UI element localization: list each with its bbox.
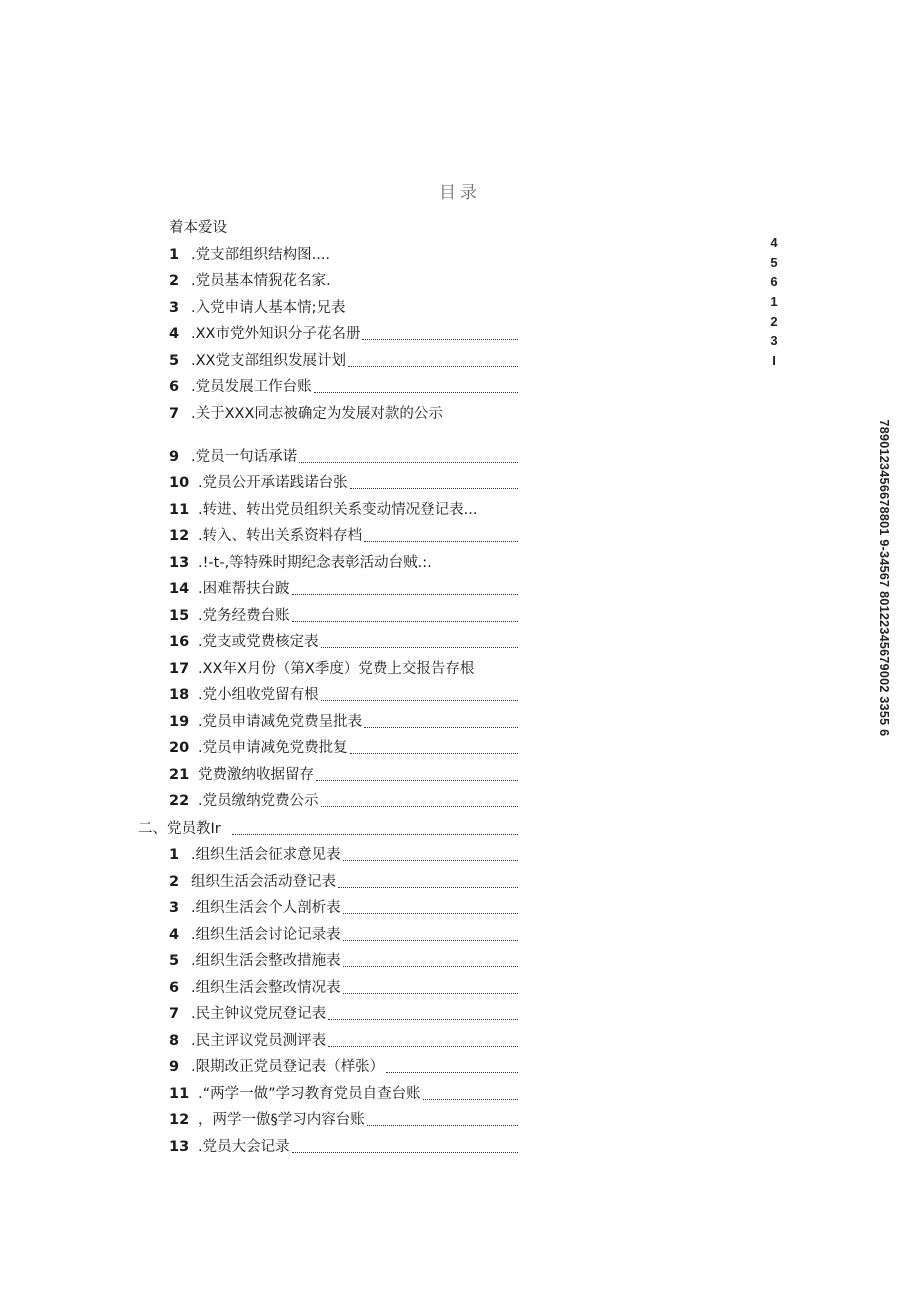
toc-entry-number: 1 xyxy=(169,847,180,863)
toc-entry-title: .民主评议党员测评表 xyxy=(191,1033,327,1049)
toc-entry[interactable] xyxy=(169,633,319,651)
toc-entry[interactable] xyxy=(169,979,341,997)
right-page-number: 5 xyxy=(770,254,778,270)
toc-entry-title: .转入、转出关系资料存档 xyxy=(198,528,363,544)
toc-entry-number: 12 xyxy=(169,1112,190,1128)
toc-entry-title: .党员大会记录 xyxy=(198,1139,290,1155)
toc-entry-title: .组织生活会整改情况表 xyxy=(191,980,341,996)
toc-entry[interactable] xyxy=(169,899,341,917)
toc-entry-number: 13 xyxy=(169,555,190,571)
toc-entry-leader xyxy=(321,805,518,807)
toc-entry-leader xyxy=(338,886,518,888)
toc-entry-leader xyxy=(367,1124,518,1126)
right-page-number: 6 xyxy=(770,274,778,290)
toc-entry-leader xyxy=(316,779,518,781)
right-page-number: I xyxy=(772,353,776,369)
toc-entry-leader xyxy=(299,461,518,463)
toc-entry-leader xyxy=(350,752,518,754)
toc-entry[interactable] xyxy=(169,926,341,944)
toc-entry-number: 14 xyxy=(169,581,190,597)
toc-entry-title: .转进、转出党员组织关系变动情况登记表... xyxy=(198,502,478,518)
toc-entry-title: .XX党支部组织发展计划 xyxy=(191,353,346,369)
toc-entry[interactable] xyxy=(169,246,330,264)
section2-heading-leader xyxy=(232,833,518,835)
toc-entry[interactable] xyxy=(169,325,360,343)
toc-entry-leader xyxy=(343,912,518,914)
toc-entry-number: 13 xyxy=(169,1139,190,1155)
toc-entry-number: 19 xyxy=(169,714,190,730)
toc-entry[interactable] xyxy=(169,405,443,423)
right-page-number: 4 xyxy=(770,235,778,250)
toc-entry-leader xyxy=(292,1151,518,1153)
section2-heading xyxy=(138,820,221,838)
toc-entry-number: 8 xyxy=(169,1033,180,1049)
toc-entry-number: 18 xyxy=(169,687,190,703)
toc-entry-title: .限期改正党员登记表（样张） xyxy=(191,1059,385,1075)
toc-entry-leader xyxy=(350,487,518,489)
toc-entry-title: .党员发展工作台账 xyxy=(191,379,312,395)
right-vertical-numbers: 7890123456678801 9-34567 80122345679002 3355 6 xyxy=(877,419,891,737)
section1-heading-text: 着本爱设 xyxy=(169,220,227,236)
toc-entry[interactable] xyxy=(169,713,362,731)
toc-entry-number: 7 xyxy=(169,1006,180,1022)
toc-entry-number: 17 xyxy=(169,661,190,677)
toc-entry[interactable] xyxy=(169,272,331,290)
right-page-number: 2 xyxy=(770,313,778,329)
toc-entry-number: 1 xyxy=(169,247,180,263)
toc-entry[interactable] xyxy=(169,766,314,784)
toc-entry-title: .党员缴纳党费公示 xyxy=(198,793,319,809)
toc-entry-number: 20 xyxy=(169,740,190,756)
toc-entry[interactable] xyxy=(169,1111,365,1129)
toc-entry[interactable] xyxy=(169,1005,326,1023)
page-title: 目录 xyxy=(439,183,481,203)
toc-entry-leader xyxy=(321,646,518,648)
toc-entry-title: .党员申请减免党费批复 xyxy=(198,740,348,756)
toc-entry-title: .入党申请人基本情;兄表 xyxy=(191,300,346,316)
toc-entry-leader xyxy=(321,699,518,701)
toc-entry-leader xyxy=(328,1018,518,1020)
toc-entry-leader xyxy=(343,939,518,941)
toc-entry-title: .党小组收党留有根 xyxy=(198,687,319,703)
toc-entry[interactable] xyxy=(169,873,336,891)
toc-entry-number: 5 xyxy=(169,953,180,969)
toc-entry[interactable] xyxy=(169,378,312,396)
toc-entry-title: .!-t-,等特殊时期纪念表彰活动台贼.:. xyxy=(198,555,432,571)
toc-entry[interactable] xyxy=(169,448,297,466)
toc-entry[interactable] xyxy=(169,299,346,317)
toc-entry-leader xyxy=(328,1045,518,1047)
toc-entry-title: .党务经费台账 xyxy=(198,608,290,624)
toc-entry[interactable] xyxy=(169,1138,290,1156)
toc-entry-number: 11 xyxy=(169,502,190,518)
toc-entry-title: .XX市党外知识分子花名册 xyxy=(191,326,361,342)
toc-entry-number: 9 xyxy=(169,449,180,465)
toc-entry-leader xyxy=(364,726,518,728)
toc-entry[interactable] xyxy=(169,501,477,519)
toc-entry-title: .民主钟议党尻登记表 xyxy=(191,1006,327,1022)
toc-entry[interactable] xyxy=(169,846,341,864)
toc-entry-number: 3 xyxy=(169,300,180,316)
toc-entry-leader xyxy=(292,620,518,622)
toc-entry-number: 21 xyxy=(169,767,190,783)
toc-entry-title: .XX年X月份（第X季度）党费上交报告存根 xyxy=(198,661,475,677)
toc-entry-leader xyxy=(348,365,518,367)
toc-entry-title: .组织生活会个人剖析表 xyxy=(191,900,341,916)
toc-entry-number: 9 xyxy=(169,1059,180,1075)
toc-entry-leader xyxy=(343,965,518,967)
toc-entry[interactable] xyxy=(169,607,290,625)
toc-entry[interactable] xyxy=(169,580,290,598)
toc-entry[interactable] xyxy=(169,1032,326,1050)
toc-entry-number: 3 xyxy=(169,900,180,916)
toc-entry-number: 16 xyxy=(169,634,190,650)
right-page-number: 3 xyxy=(770,333,778,349)
toc-entry-number: 11 xyxy=(169,1086,190,1102)
toc-entry-title: .困难帮扶台跛 xyxy=(198,581,290,597)
toc-entry-title: .党员公开承诺践诺台张 xyxy=(198,475,348,491)
toc-entry-title: .组织生活会整改措施表 xyxy=(191,953,341,969)
section2-heading-text: 二、党员教Ir xyxy=(138,821,221,837)
toc-entry[interactable] xyxy=(169,686,319,704)
toc-entry-number: 2 xyxy=(169,273,180,289)
toc-entry-title: .党员基本情猊花名家. xyxy=(191,273,331,289)
toc-entry-title: .党支或党费核定表 xyxy=(198,634,319,650)
toc-entry-leader xyxy=(343,859,518,861)
toc-entry-title: .组织生活会征求意见表 xyxy=(191,847,341,863)
section1-heading xyxy=(169,219,227,237)
right-page-numbers xyxy=(764,233,784,371)
toc-entry-number: 2 xyxy=(169,874,180,890)
toc-entry[interactable] xyxy=(169,1058,384,1076)
toc-entry-leader xyxy=(423,1098,518,1100)
toc-entry[interactable] xyxy=(169,554,432,572)
toc-entry[interactable] xyxy=(169,1085,421,1103)
toc-entry-leader xyxy=(343,992,518,994)
toc-entry[interactable] xyxy=(169,952,341,970)
toc-entry-leader xyxy=(362,338,518,340)
toc-entry[interactable] xyxy=(169,352,346,370)
toc-entry-number: 7 xyxy=(169,406,180,422)
toc-entry-number: 6 xyxy=(169,379,180,395)
toc-entry-title: ，两学一傲§学习内容台账 xyxy=(198,1112,365,1128)
toc-entry-title: .党支部组织结构图.... xyxy=(191,247,331,263)
toc-entry[interactable] xyxy=(169,474,348,492)
toc-entry-number: 22 xyxy=(169,793,190,809)
toc-entry-number: 4 xyxy=(169,927,180,943)
toc-entry[interactable] xyxy=(169,527,362,545)
toc-entry[interactable] xyxy=(169,792,319,810)
toc-entry-number: 15 xyxy=(169,608,190,624)
toc-entry[interactable] xyxy=(169,660,474,678)
toc-entry-title: 组织生活会活动登记表 xyxy=(191,874,336,890)
toc-entry-leader xyxy=(386,1071,518,1073)
toc-entry-number: 6 xyxy=(169,980,180,996)
toc-entry-leader xyxy=(364,540,518,542)
toc-entry-title: .“两学一做”学习教育党员自查台账 xyxy=(198,1086,421,1102)
toc-entry-title: .关于XXX同志被确定为发展对款的公示 xyxy=(191,406,443,422)
toc-entry-title: .党员一句话承诺 xyxy=(191,449,298,465)
toc-entry-number: 5 xyxy=(169,353,180,369)
toc-entry-number: 12 xyxy=(169,528,190,544)
toc-entry[interactable] xyxy=(169,739,348,757)
toc-entry-leader xyxy=(314,391,518,393)
toc-entry-number: 4 xyxy=(169,326,180,342)
toc-entry-title: 党费激纳收据留存 xyxy=(198,767,314,783)
toc-entry-title: .组织生活会讨论记录表 xyxy=(191,927,341,943)
toc-entry-number: 10 xyxy=(169,475,190,491)
toc-entry-title: .党员申请减免党费呈批表 xyxy=(198,714,363,730)
right-page-number: 1 xyxy=(770,294,778,310)
toc-entry-leader xyxy=(292,593,518,595)
